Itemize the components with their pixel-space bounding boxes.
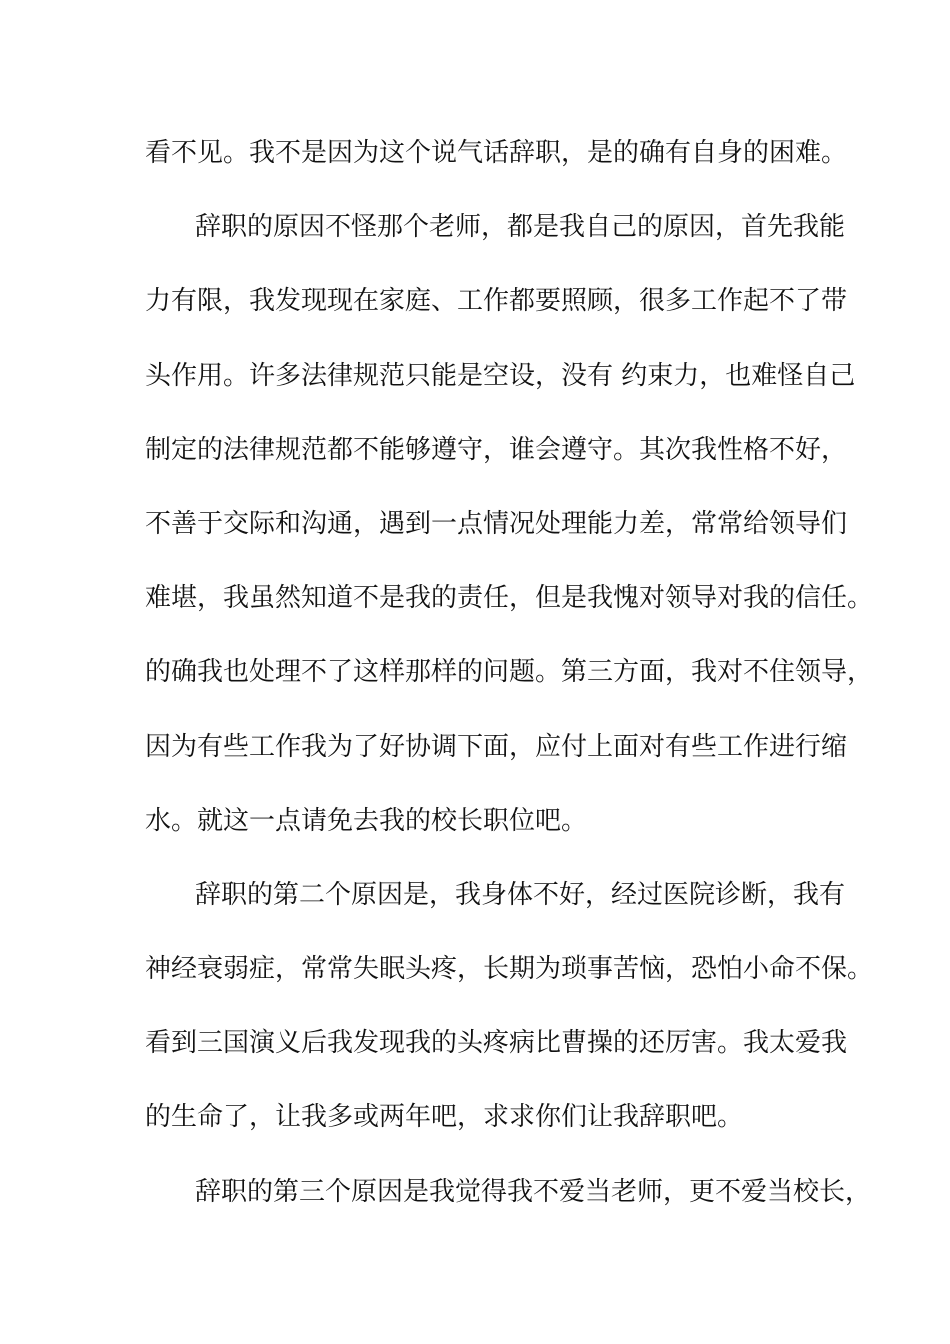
paragraph-start-line: 辞职的第二个原因是，我身体不好，经过医院诊断，我有	[195, 879, 846, 910]
text-line: 看到三国演义后我发现我的头疼病比曹操的还厉害。我太爱我	[145, 1028, 848, 1059]
text-line: 不善于交际和沟通，遇到一点情况处理能力差，常常给领导们	[145, 508, 848, 539]
text-line: 看不见。我不是因为这个说气话辞职，是的确有自身的困难。	[145, 138, 848, 168]
paragraph-start-line: 辞职的原因不怪那个老师，都是我自己的原因，首先我能	[195, 212, 846, 243]
text-line: 头作用。许多法律规范只能是空设，没有 约束力，也难怪自己	[145, 360, 856, 391]
text-line: 神经衰弱症，常常失眠头疼，长期为琐事苦恼，恐怕小命不保。	[145, 954, 874, 985]
text-line: 因为有些工作我为了好协调下面，应付上面对有些工作进行缩	[145, 731, 848, 762]
text-line: 制定的法律规范都不能够遵守，谁会遵守。其次我性格不好，	[145, 434, 848, 465]
paragraph-start-line: 辞职的第三个原因是我觉得我不爱当老师，更不爱当校长，	[195, 1176, 872, 1207]
body-text	[145, 126, 874, 1239]
text-line: 的确我也处理不了这样那样的问题。第三方面，我对不住领导，	[145, 657, 874, 688]
text-line: 力有限，我发现现在家庭、工作都要照顾，很多工作起不了带	[145, 286, 848, 317]
text-line: 的生命了，让我多或两年吧，求求你们让我辞职吧。	[145, 1102, 744, 1133]
text-line: 难堪，我虽然知道不是我的责任，但是我愧对领导对我的信任。	[145, 583, 874, 614]
text-line: 水。就这一点请免去我的校长职位吧。	[145, 805, 588, 836]
